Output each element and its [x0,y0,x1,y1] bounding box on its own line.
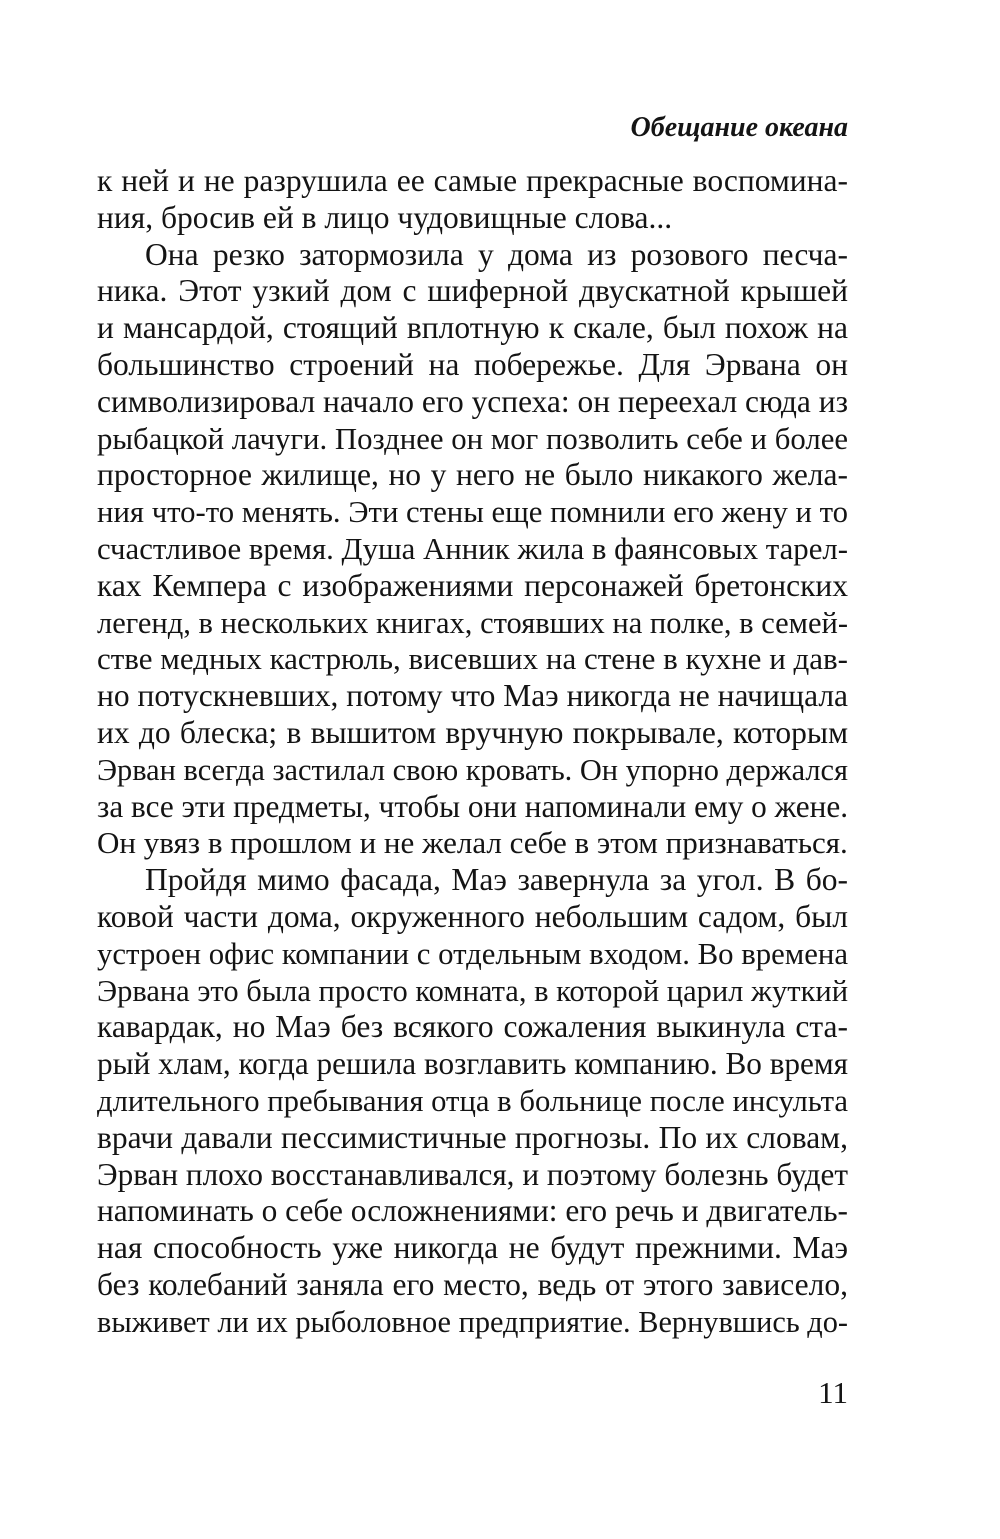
text-line: просторное жилище, но у него не было никакого жела- [97,457,848,493]
text-line: напоминать о себе осложнениями: его речь и двигатель- [97,1193,848,1229]
text-line: выживет ли их рыболовное предприятие. Вернувшись до- [97,1304,848,1339]
text-line: Эрван плохо восстанавливался, и поэтому болезнь будет [97,1156,848,1192]
text-line: ная способность уже никогда не будут прежними. Маэ [97,1230,848,1266]
text-line: за все эти предметы, чтобы они напоминали ему о жене. [97,788,848,824]
text-line: устроен офис компании с отдельным входом. Во времена [97,936,848,971]
text-line: легенд, в нескольких книгах, стоявших на полке, в семей- [97,605,848,640]
running-header: Обещание океана [630,112,848,143]
text-line: и мансардой, стоящий вплотную к скале, был похож на [97,310,848,346]
text-line: Эрвана это была просто комната, в которой царил жуткий [97,973,848,1008]
text-line: Он увяз в прошлом и не желал себе в этом признаваться. [97,825,848,861]
text-line: но потускневших, потому что Маэ никогда не начищала [97,678,848,714]
text-line: Эрван всегда застилал свою кровать. Он упорно держался [97,752,848,787]
text-line: врачи давали пессимистичные прогнозы. По их словам, [97,1119,848,1155]
text-line: ках Кемпера с изображениями персонажей бретонских [97,567,848,603]
text-line: ния, бросив ей в лицо чудовищные слова... [97,199,673,235]
text-line: большинство строений на побережье. Для Эрвана он [97,346,848,382]
text-line: их до блеска; в вышитом вручную покрывале, которым [97,714,848,750]
text-line: ния что-то менять. Эти стены еще помнили его жену и то [97,495,849,530]
text-line: символизировал начало его успеха: он переехал сюда из [97,383,848,419]
text-line: ника. Этот узкий дом с шиферной двускатной крышей [97,273,848,309]
text-line: рый хлам, когда решила возглавить компанию. Во время [97,1046,849,1082]
text-line: рыбацкой лачуги. Позднее он мог позволить себе и более [97,421,848,456]
text-line: без колебаний заняла его место, ведь от этого зависело, [97,1266,848,1302]
body-text [97,163,848,1341]
text-line: Она резко затормозила у дома из розового песча- [145,236,848,272]
text-line: стве медных кастрюль, висевших на стене в кухне и дав- [97,641,848,677]
text-line: Пройдя мимо фасада, Маэ завернула за угол. В бо- [145,862,848,898]
text-line: к ней и не разрушила ее самые прекрасные воспомина- [97,163,848,198]
page-number: 11 [818,1375,848,1410]
text-line: длительного пребывания отца в больнице после инсульта [97,1083,848,1118]
text-line: счастливое время. Душа Анник жила в фаянсовых тарел- [97,531,848,566]
text-line: кавардак, но Маэ без всякого сожаления выкинула ста- [97,1009,848,1045]
text-line: ковой части дома, окруженного небольшим садом, был [97,898,848,934]
